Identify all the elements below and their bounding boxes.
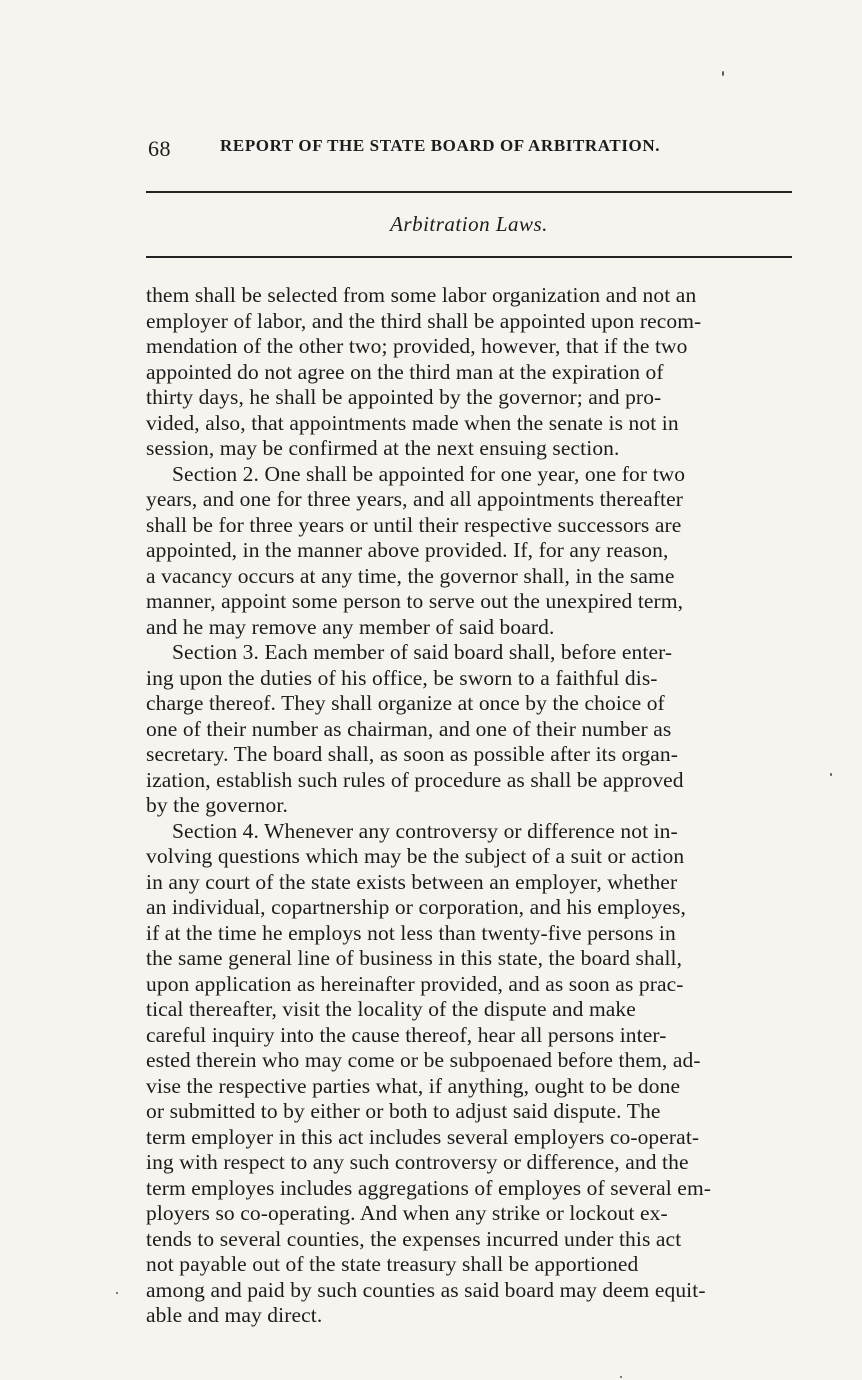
text-line: careful inquiry into the cause thereof, hear all persons inter- bbox=[146, 1022, 667, 1047]
text-line: term employer in this act includes several employers co-operat- bbox=[146, 1124, 700, 1149]
text-line: years, and one for three years, and all appointments thereafter bbox=[146, 487, 683, 511]
text-line: tends to several counties, the expenses incurred under this act bbox=[146, 1226, 682, 1251]
text-line: tical thereafter, visit the locality of the dispute and make bbox=[146, 997, 636, 1021]
body-text bbox=[146, 283, 806, 1329]
running-header bbox=[148, 136, 788, 164]
text-line: charge thereof. They shall organize at once by the choice of bbox=[146, 691, 665, 715]
text-line: them shall be selected from some labor organization and not an bbox=[146, 283, 697, 307]
print-speck bbox=[830, 773, 832, 776]
text-line: shall be for three years or until their respective successors are bbox=[146, 512, 682, 537]
text-line: in any court of the state exists between an employer, whether bbox=[146, 869, 678, 894]
text-line: not payable out of the state treasury shall be apportioned bbox=[146, 1252, 639, 1276]
text-line: employer of labor, and the third shall be appointed upon recom- bbox=[146, 308, 702, 333]
text-line: Section 4. Whenever any controversy or difference not in- bbox=[172, 818, 678, 843]
text-line: Section 3. Each member of said board shall, before enter- bbox=[172, 640, 673, 664]
report-title: REPORT OF THE STATE BOARD OF ARBITRATION. bbox=[220, 136, 661, 155]
text-line: ested therein who may come or be subpoenaed before them, ad- bbox=[146, 1048, 701, 1072]
text-line: vided, also, that appointments made when the senate is not in bbox=[146, 410, 679, 435]
text-line: vise the respective parties what, if anything, ought to be done bbox=[146, 1073, 681, 1098]
text-line: appointed, in the manner above provided. If, for any reason, bbox=[146, 538, 669, 562]
text-line: or submitted to by either or both to adjust said dispute. The bbox=[146, 1099, 661, 1123]
text-line: thirty days, he shall be appointed by the governor; and pro- bbox=[146, 385, 662, 409]
text-line: the same general line of business in this state, the board shall, bbox=[146, 946, 683, 970]
text-line: an individual, copartnership or corporation, and his employes, bbox=[146, 895, 686, 919]
text-line: ployers so co-operating. And when any strike or lockout ex- bbox=[146, 1201, 668, 1225]
text-line: able and may direct. bbox=[146, 1303, 323, 1327]
text-line: and he may remove any member of said board. bbox=[146, 614, 555, 639]
text-line: a vacancy occurs at any time, the governor shall, in the same bbox=[146, 563, 675, 588]
text-line: ization, establish such rules of procedure as shall be approved bbox=[146, 767, 684, 792]
text-line: if at the time he employs not less than twenty-five persons in bbox=[146, 920, 676, 945]
text-line: appointed do not agree on the third man at the expiration of bbox=[146, 359, 664, 384]
text-line: upon application as hereinafter provided, and as soon as prac- bbox=[146, 971, 684, 996]
text-line: volving questions which may be the subject of a suit or action bbox=[146, 844, 685, 868]
print-speck bbox=[722, 71, 724, 76]
text-line: Section 2. One shall be appointed for one year, one for two bbox=[172, 461, 686, 486]
top-rule bbox=[146, 191, 792, 193]
text-line: mendation of the other two; provided, however, that if the two bbox=[146, 334, 688, 358]
bottom-rule bbox=[146, 256, 792, 258]
print-speck bbox=[116, 1292, 118, 1294]
page-number: 68 bbox=[148, 136, 171, 161]
text-line: session, may be confirmed at the next ensuing section. bbox=[146, 436, 620, 460]
text-line: one of their number as chairman, and one of their number as bbox=[146, 716, 672, 741]
text-line: manner, appoint some person to serve out the unexpired term, bbox=[146, 589, 684, 613]
print-speck bbox=[620, 1376, 622, 1378]
section-heading: Arbitration Laws. bbox=[390, 212, 548, 236]
text-line: term employes includes aggregations of employes of several em- bbox=[146, 1175, 712, 1200]
text-line: by the governor. bbox=[146, 793, 288, 817]
text-line: among and paid by such counties as said board may deem equit- bbox=[146, 1277, 706, 1302]
text-line: ing upon the duties of his office, be sworn to a faithful dis- bbox=[146, 665, 658, 690]
text-line: ing with respect to any such controversy or difference, and the bbox=[146, 1150, 689, 1174]
text-line: secretary. The board shall, as soon as possible after its organ- bbox=[146, 742, 679, 766]
